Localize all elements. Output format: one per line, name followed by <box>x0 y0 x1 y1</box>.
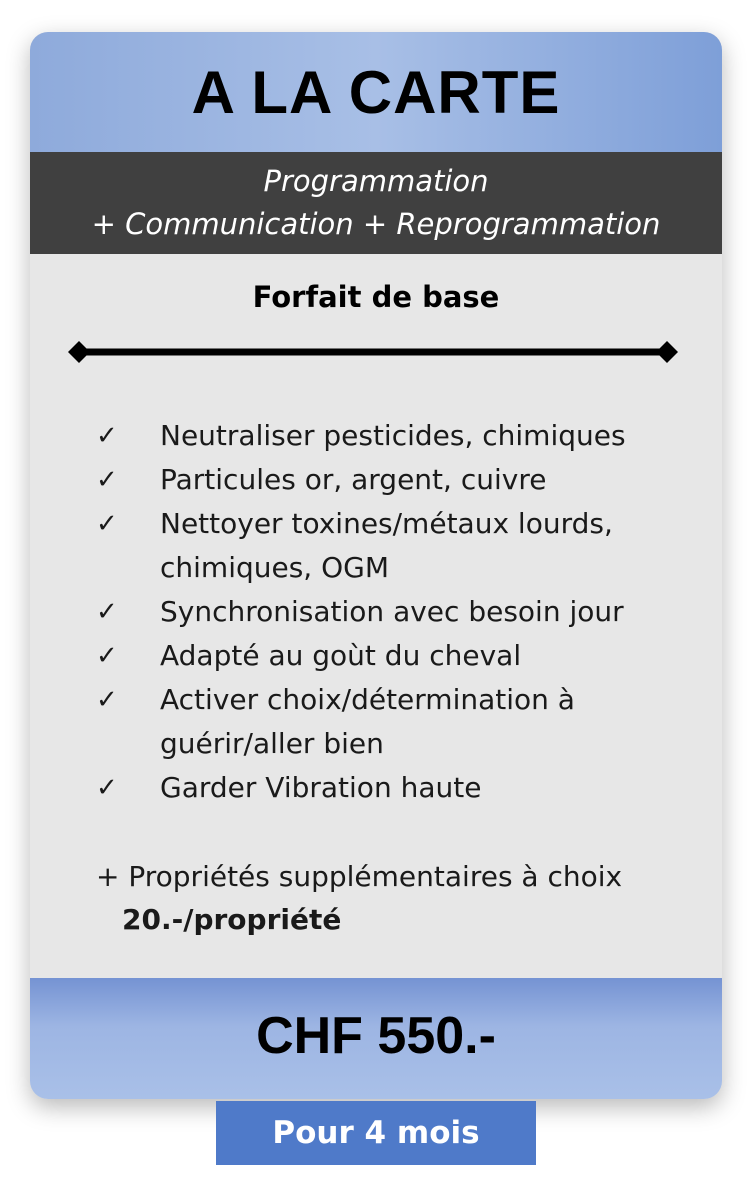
feature-item <box>96 414 706 458</box>
base-package-label: Forfait de base <box>252 280 500 314</box>
checkmark-icon: ✓ <box>96 773 118 803</box>
feature-text: Synchronisation avec besoin jour <box>160 595 624 628</box>
checkmark-icon: ✓ <box>96 641 118 671</box>
diamond-divider <box>68 341 678 363</box>
extra-properties-price: 20.-/propriété <box>122 903 342 936</box>
feature-item <box>96 590 706 634</box>
feature-text: Garder Vibration haute <box>160 771 482 804</box>
card-title: A LA CARTE <box>191 58 561 126</box>
feature-text: Activer choix/détermination à guérir/aller bien <box>160 683 575 760</box>
feature-text: Adapté au goùt du cheval <box>160 639 522 672</box>
subtitle-bar <box>30 152 722 254</box>
feature-item <box>96 458 706 502</box>
pricing-card <box>30 32 722 1099</box>
price-band <box>30 978 722 1099</box>
feature-item <box>96 766 706 810</box>
feature-item <box>96 678 706 766</box>
checkmark-icon: ✓ <box>96 597 118 627</box>
feature-text: Particules or, argent, cuivre <box>160 463 547 496</box>
extra-properties-text: + Propriétés supplémentaires à choix <box>96 860 623 893</box>
subtitle-line-1: Programmation <box>263 164 489 198</box>
feature-text: Neutraliser pesticides, chimiques <box>160 419 626 452</box>
subtitle-line-2: + Communication + Reprogrammation <box>91 207 661 241</box>
checkmark-icon: ✓ <box>96 421 118 451</box>
checkmark-icon: ✓ <box>96 509 118 539</box>
feature-item <box>96 502 706 590</box>
checkmark-icon: ✓ <box>96 685 118 715</box>
feature-item <box>96 634 706 678</box>
card-header <box>30 32 722 152</box>
right-diamond-icon <box>656 341 678 363</box>
feature-text: Nettoyer toxines/métaux lourds, chimiques, OGM <box>160 507 613 584</box>
price-label: CHF 550.- <box>256 1006 496 1065</box>
feature-list <box>96 414 706 810</box>
left-diamond-icon <box>68 341 90 363</box>
checkmark-icon: ✓ <box>96 465 118 495</box>
duration-badge: Pour 4 mois <box>216 1101 536 1165</box>
